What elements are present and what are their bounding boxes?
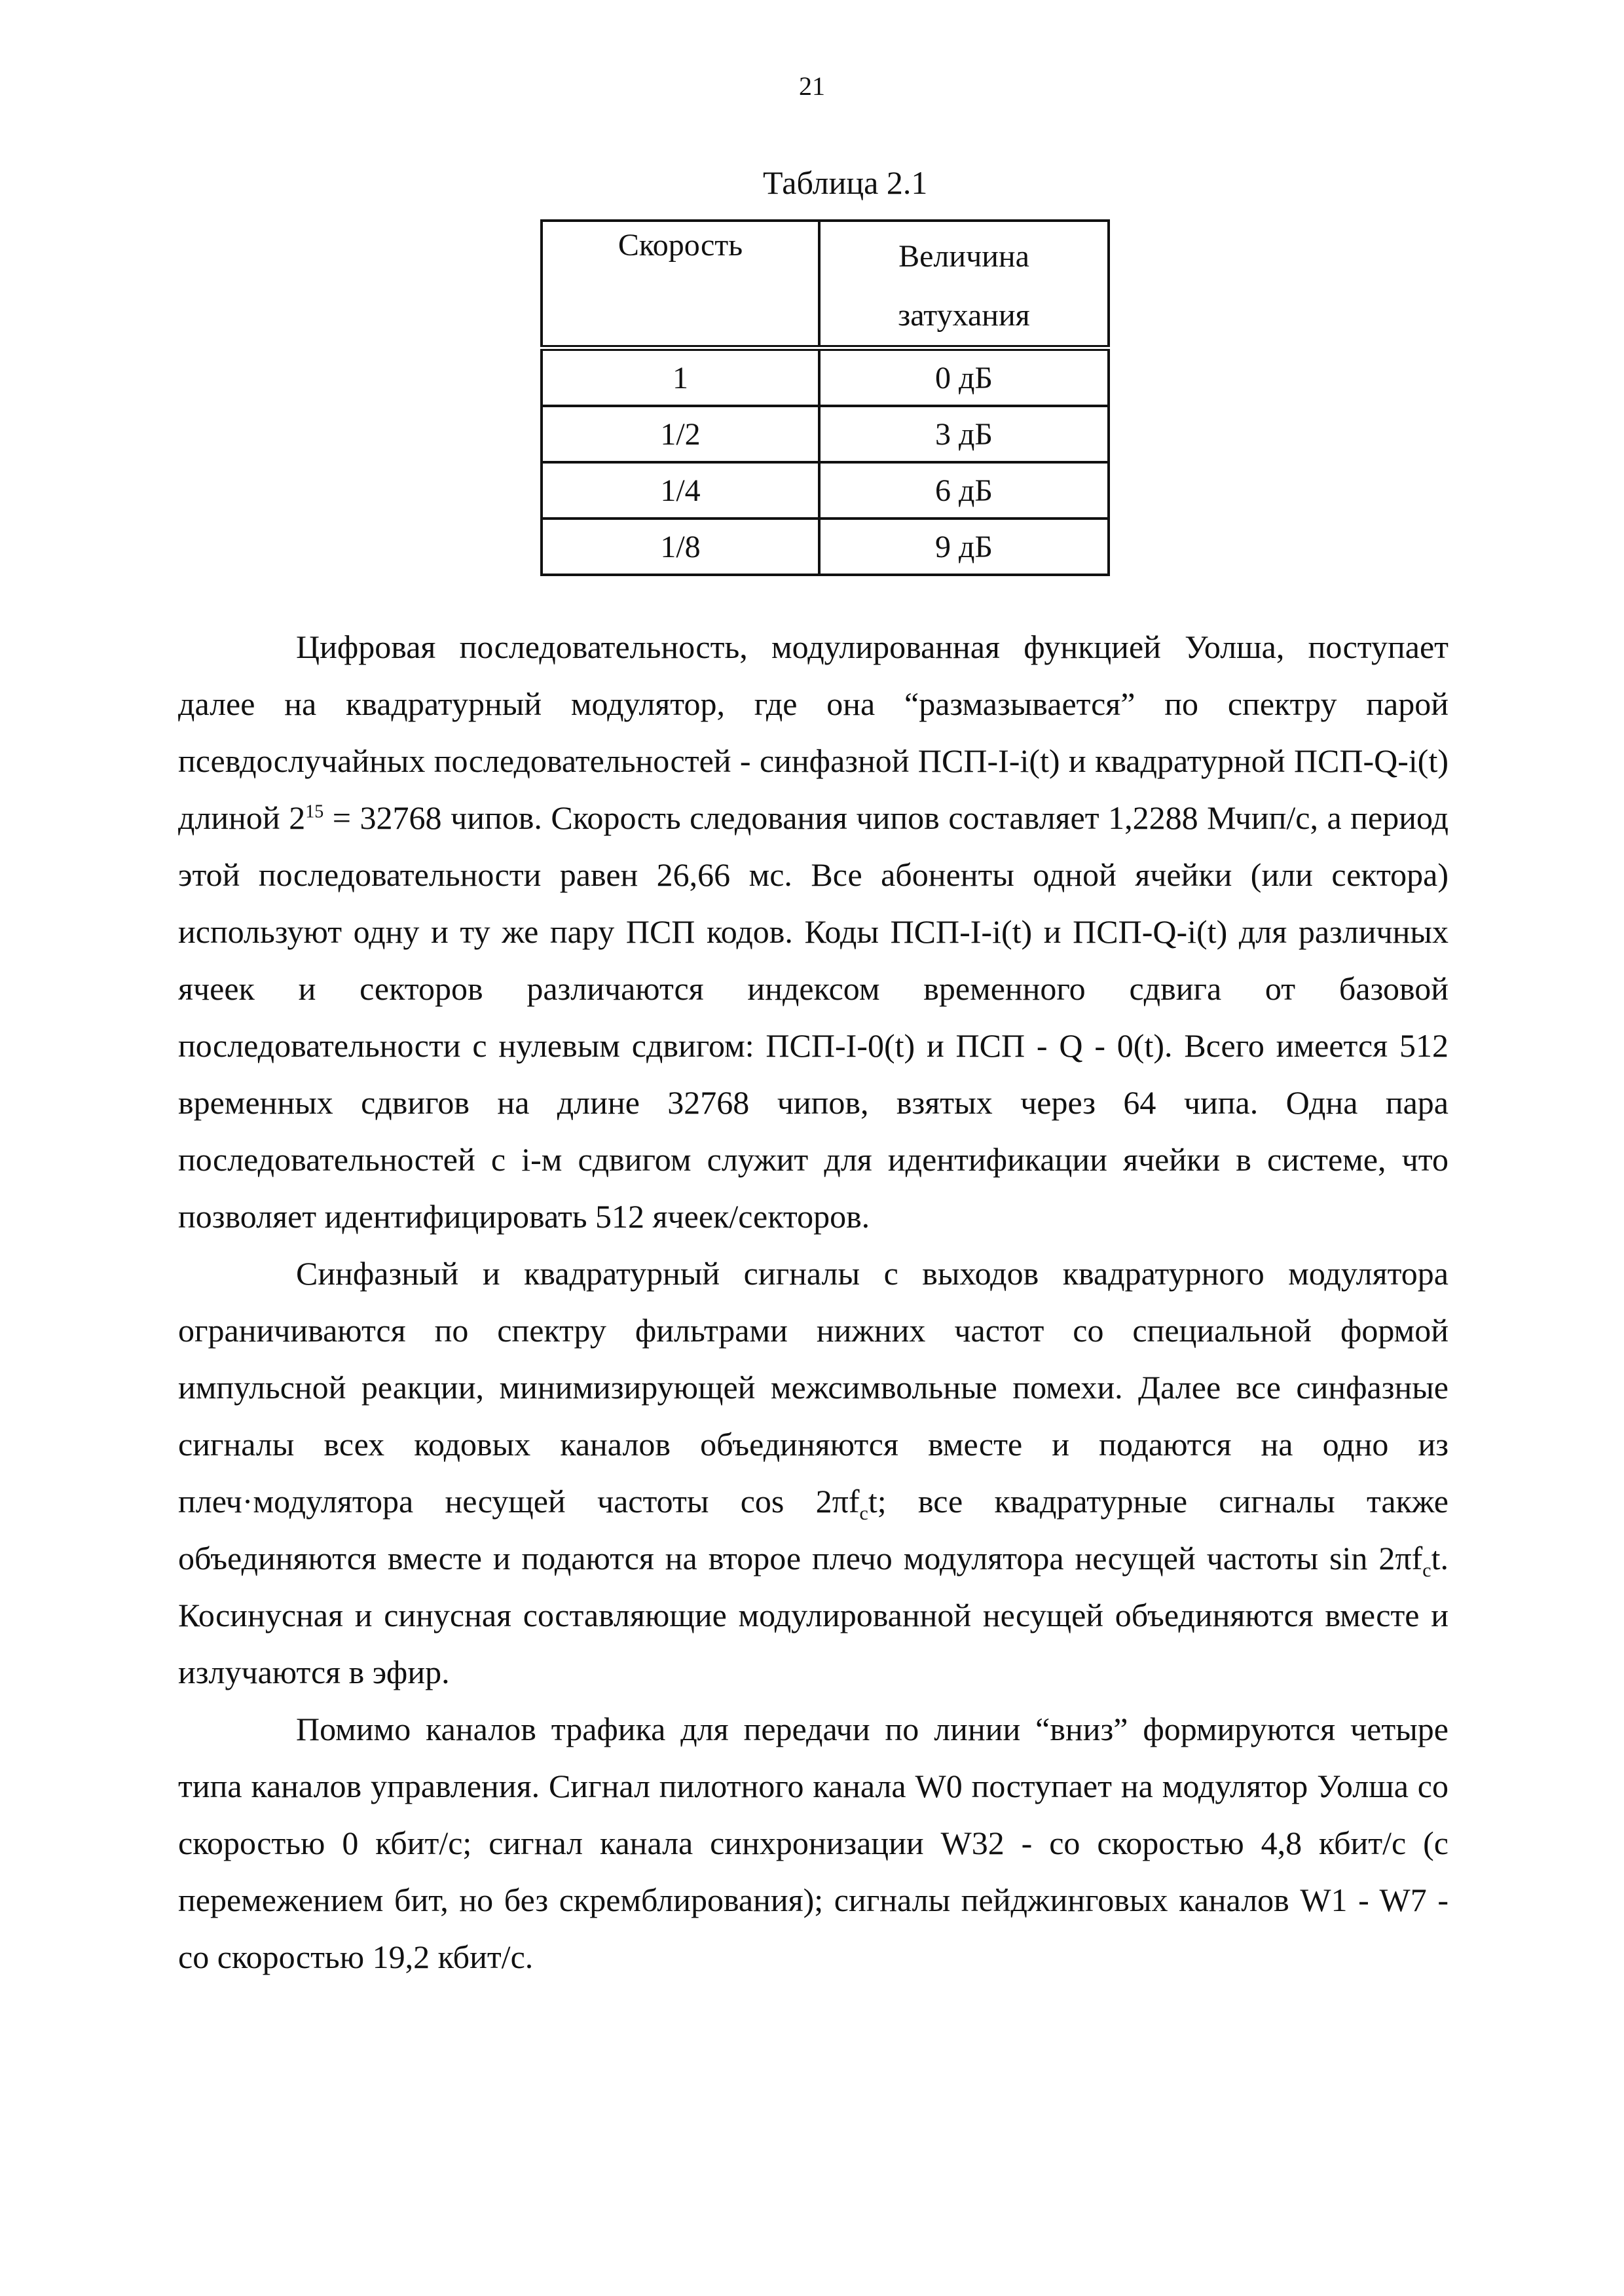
cell-attenuation: 0 дБ: [819, 348, 1109, 407]
paragraph-text: t; все квадратурные сигналы также объединяются вместе и подаются на второе плечо модулятора несущей частоты sin 2πf: [178, 1483, 1449, 1576]
paragraph-control-channels: [178, 1701, 1449, 1986]
cell-attenuation: 9 дБ: [819, 519, 1109, 575]
table-header-row: [542, 221, 1109, 348]
paragraph-filtering: [178, 1245, 1449, 1701]
cell-speed: 1/2: [542, 406, 819, 462]
attenuation-table: [540, 219, 1110, 576]
paragraph-text: t. Косинусная и синусная составляющие модулированной несущей объединяются вместе и излучаются в эфир.: [178, 1540, 1449, 1690]
cell-speed: 1/4: [542, 462, 819, 519]
header-attenuation-line2: затухания: [898, 298, 1030, 333]
paragraph-text: = 32768 чипов. Скорость следования чипов составляет 1,2288 Мчип/с, а период этой последовательности равен 26,66 мс. Все абоненты одной ячейки (или сектора) используют одну и ту же пару ПСП кодов. Коды ПСП-I-i(t) и ПСП-Q-i(t) для различных ячеек и секторов различаются индексом временного сдвига от базовой последовательности с нулевым сдвигом: ПСП-I-0(t) и ПСП - Q - 0(t). Всего имеется 512 временных сдвигов на длине 32768 чипов, взятых через 64 чипа. Одна пара последовательностей с i-м сдвигом служит для идентификации ячейки в системе, что позволяет идентифицировать 512 ячеек/секторов.: [178, 799, 1449, 1235]
header-attenuation: [819, 221, 1109, 348]
header-attenuation-line1: Величина: [898, 239, 1029, 274]
table-row: [542, 519, 1109, 575]
cell-speed: 1/8: [542, 519, 819, 575]
paragraph-text: Цифровая последовательность, модулированная функцией Уолша, поступает далее на квадратурный модулятор, где она “размазывается” по спектру парой псевдослучайных последовательностей - синфазной ПСП-I-i(t) и квадратурной ПСП-Q-i(t) длиной 2: [178, 629, 1449, 836]
subscript: c: [1422, 1559, 1431, 1581]
body-text: [178, 619, 1449, 1986]
cell-attenuation: 3 дБ: [819, 406, 1109, 462]
cell-attenuation: 6 дБ: [819, 462, 1109, 519]
subscript: c: [859, 1503, 868, 1524]
paragraph-text: Синфазный и квадратурный сигналы с выходов квадратурного модулятора ограничиваются по спектру фильтрами нижних частот со специальной формой импульсной реакции, минимизирующей межсимвольные помехи. Далее все синфазные сигналы всех кодовых каналов объединяются вместе и подаются на одно из плеч·модулятора несущей частоты cos 2πf: [178, 1255, 1449, 1520]
table-row: [542, 348, 1109, 407]
superscript: 15: [305, 801, 324, 822]
table-caption: Таблица 2.1: [763, 164, 928, 201]
header-speed: Скорость: [542, 221, 819, 348]
paragraph-text: Помимо каналов трафика для передачи по линии “вниз” формируются четыре типа каналов управления. Сигнал пилотного канала W0 поступает на модулятор Уолша со скоростью 0 кбит/с; сигнал канала синхронизации W32 - со скоростью 4,8 кбит/с (с перемежением бит, но без скремблирования); сигналы пейджинговых каналов W1 - W7 - со скоростью 19,2 кбит/с.: [178, 1711, 1449, 1975]
cell-speed: 1: [542, 348, 819, 407]
paragraph-pn-sequences: [178, 619, 1449, 1245]
table-row: [542, 462, 1109, 519]
page-number: 21: [799, 71, 825, 101]
table-row: [542, 406, 1109, 462]
